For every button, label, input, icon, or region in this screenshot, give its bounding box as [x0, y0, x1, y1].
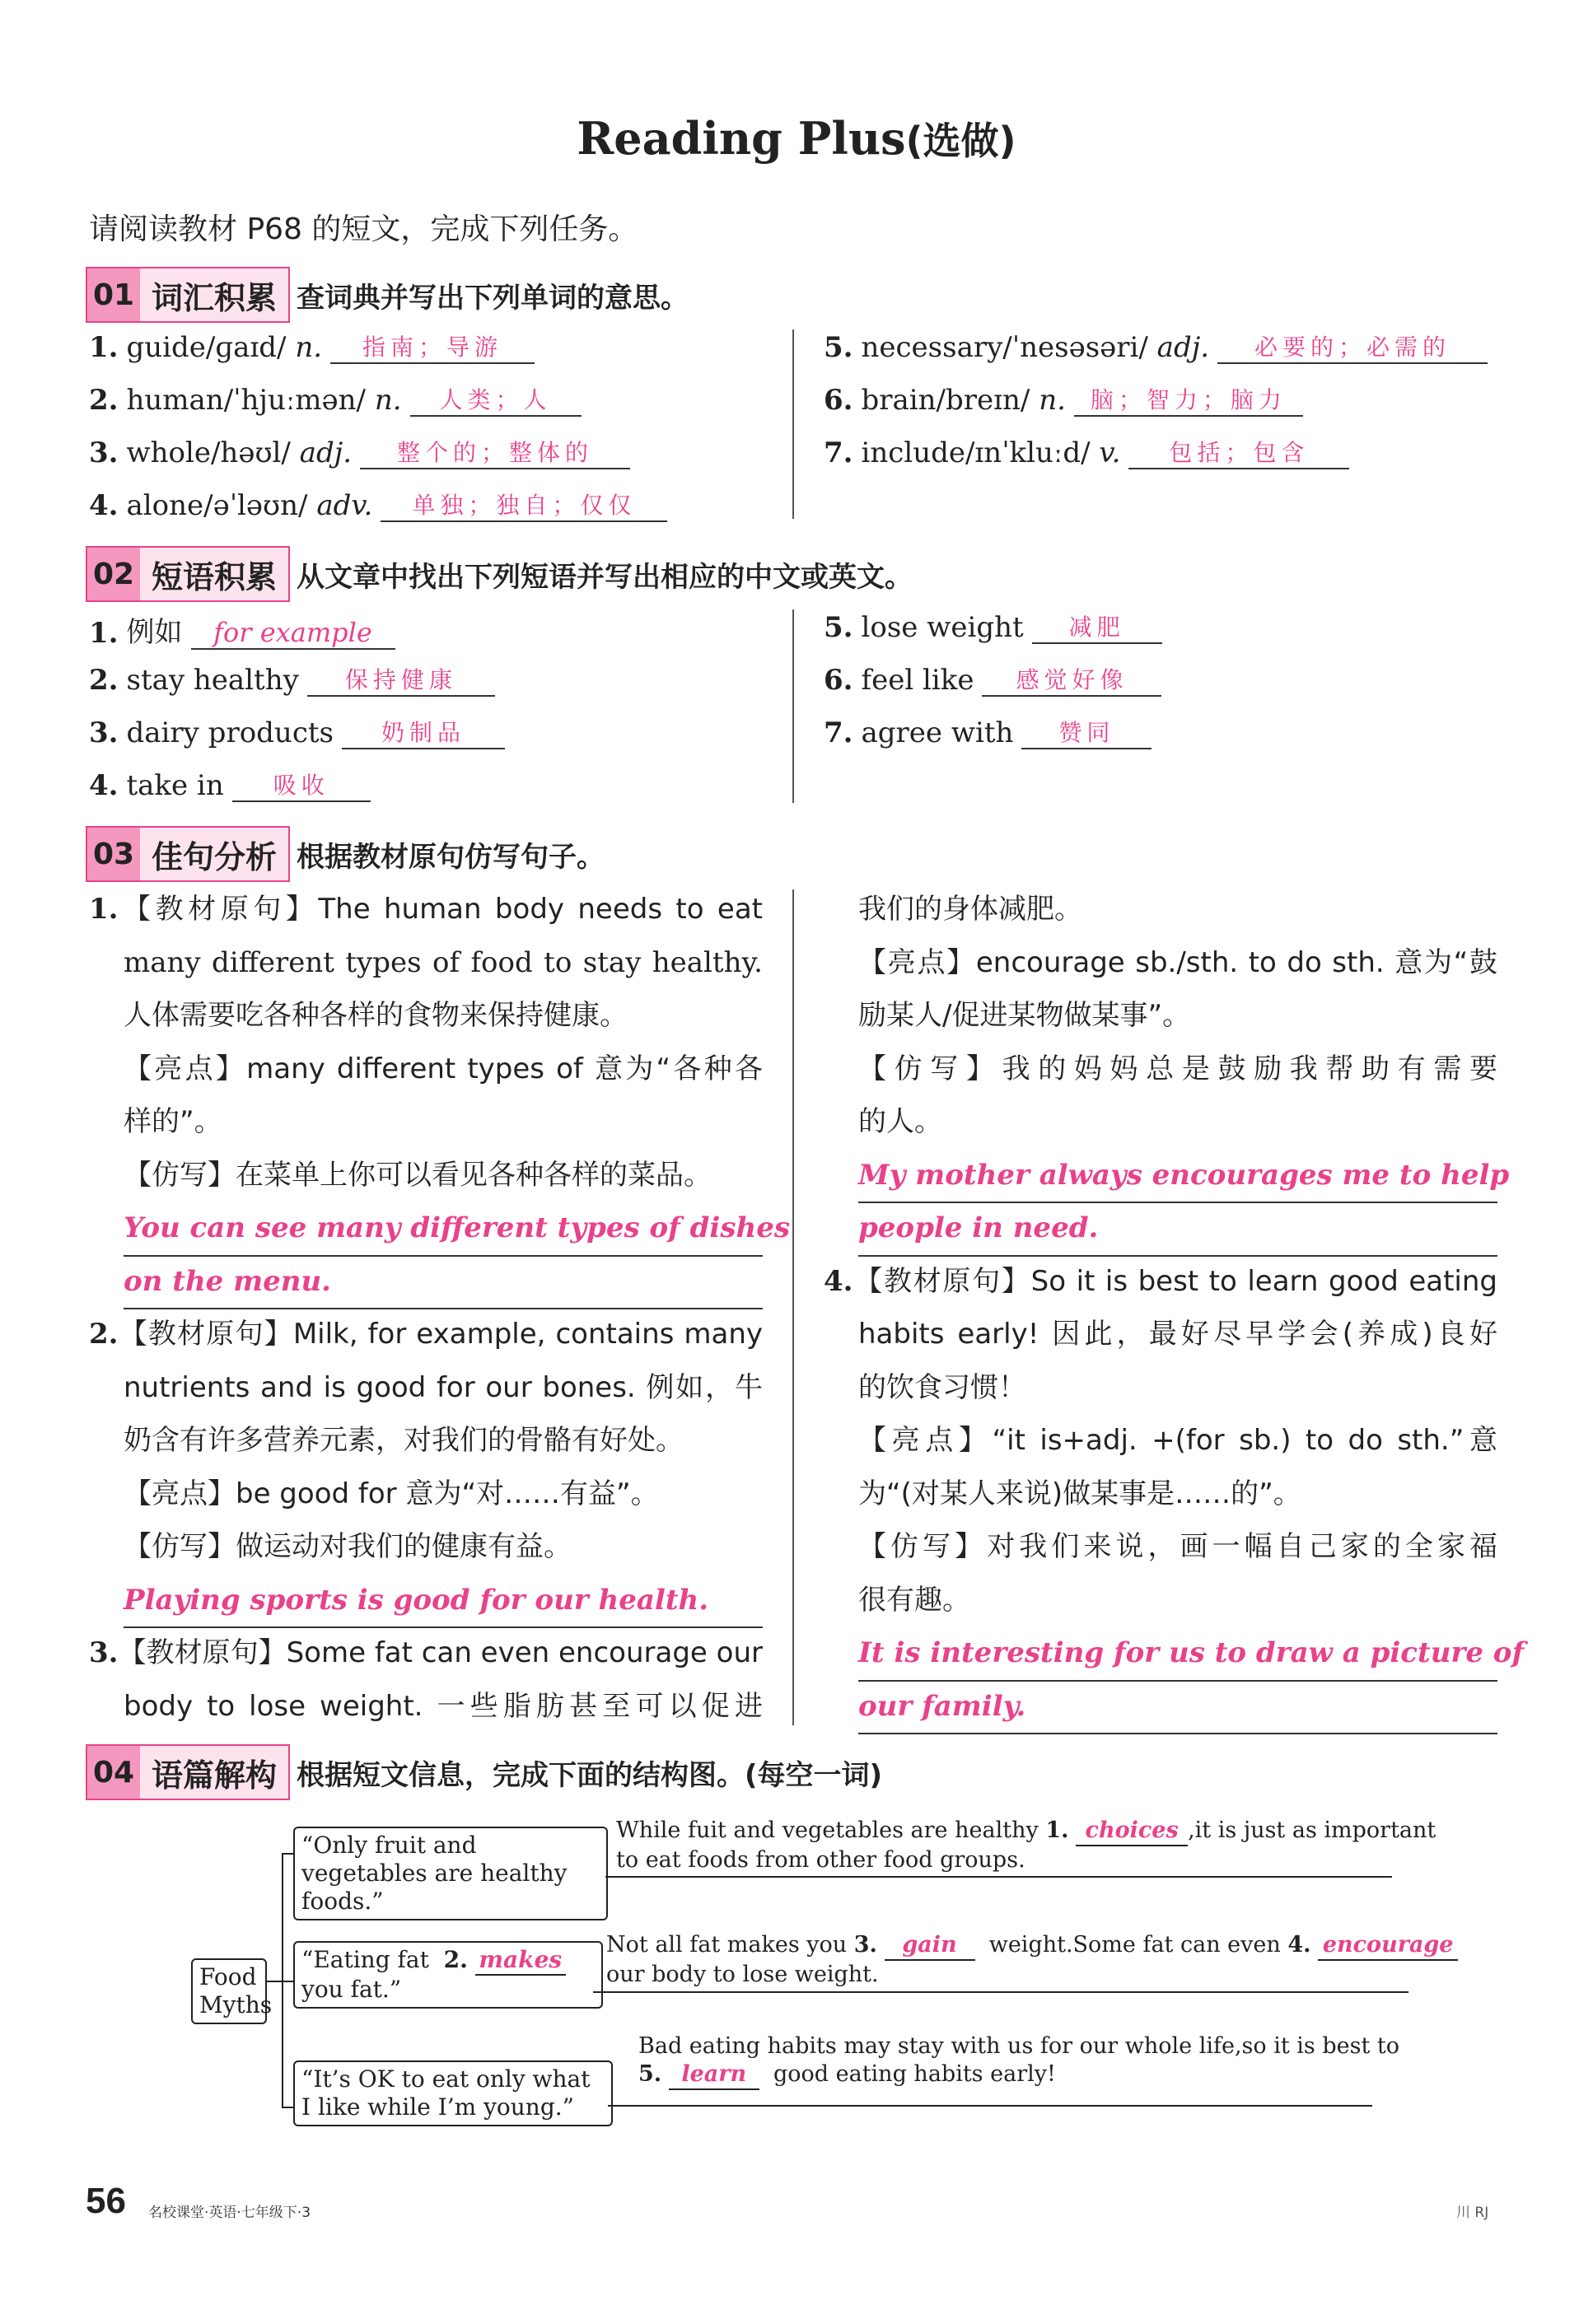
- section-num: 02: [87, 548, 140, 600]
- vocab-item: 4. alone/əˈləʊn/ adv. 单独；独自；仅仅: [89, 488, 667, 522]
- map-connector: [608, 2105, 1372, 2107]
- answer-blank[interactable]: for example: [191, 617, 395, 650]
- map-detail-2: Not all fat makes you 3. gain weight.Some fat can even 4. encourage our body to lose weight.: [606, 1931, 1458, 1989]
- sentence-analysis-left: 1.【教材原句】The human body needs to eat many different types of food to stay healthy. 人体需要吃各种各样的食物来保持健康。 【亮点】many different types of 意为“各种各 样的”。 【仿写】在菜单上你可以看见各种各样的菜品。 You can see many different types of dishes on the menu. 2.【教材原句】Milk, for example, contains many nutrients and is good for our bones. 例如，牛 奶含有许多营养元素，对我们的骨骼有好处。 【亮点】be good for 意为“对……有益”。 【仿写】做运动对我们的健康有益。 Playing sports is good for our health. 3.【教材原句】Some fat can even encourage our body to lose weight. 一些脂肪甚至可以促进: [89, 893, 790, 1723]
- title-sub: (选做): [905, 119, 1016, 163]
- answer-blank[interactable]: 整个的；整体的: [360, 435, 630, 469]
- answer-blank[interactable]: 指南；导游: [330, 329, 535, 364]
- answer-line[interactable]: our family.: [824, 1680, 1497, 1734]
- map-connector: [282, 2107, 293, 2108]
- section-desc: 查词典并写出下列单词的意思。: [297, 281, 689, 315]
- answer-blank[interactable]: 减肥: [1032, 609, 1162, 644]
- map-myth-box: “Only fruit and vegetables are healthy foods.”: [293, 1827, 608, 1920]
- phrase-item: 6. feel like 感觉好像: [824, 662, 1161, 697]
- footer-text: 名校课堂·英语·七年级下·3: [148, 2205, 311, 2221]
- title-main: Reading Plus: [577, 112, 906, 165]
- section-desc: 从文章中找出下列短语并写出相应的中文或英文。: [297, 560, 913, 594]
- answer-line[interactable]: It is interesting for us to draw a picture of: [824, 1626, 1497, 1680]
- column-divider: [792, 889, 794, 1725]
- vocab-item: 1. guide/ɡaɪd/ n. 指南；导游: [89, 329, 535, 364]
- section-name: 语篇解构: [140, 1746, 288, 1799]
- page-title: [0, 111, 1593, 166]
- answer-line[interactable]: on the menu.: [89, 1255, 763, 1309]
- intro-text: 请阅读教材 P68 的短文，完成下列任务。: [89, 212, 638, 246]
- vocab-item: 2. human/ˈhjuːmən/ n. 人类；人: [89, 382, 582, 417]
- section-num: 03: [87, 828, 140, 880]
- answer-blank[interactable]: 奶制品: [342, 715, 505, 749]
- section-desc: 根据教材原句仿写句子。: [297, 840, 605, 874]
- vocab-item: 6. brain/breɪn/ n. 脑；智力；脑力: [824, 382, 1303, 417]
- section-name: 佳句分析: [140, 828, 288, 880]
- answer-blank[interactable]: 感觉好像: [982, 662, 1161, 697]
- map-myth-box: “Eating fat 2. makes you fat.”: [293, 1941, 603, 2009]
- sentence-analysis-right: 我们的身体减肥。 【亮点】encourage sb./sth. to do sth. 意为“鼓 励某人/促进某物做某事”。 【仿写】我的妈妈总是鼓励我帮助有需要 的人。 My mother always encourages me to help people in need. 4.【教材原句】So it is best to learn good eating habits early! 因此，最好尽早学会(养成)良好 的饮食习惯！ 【亮点】“it is+adj. +(for sb.) to do sth.”意 为“(对某人来说)做某事是……的”。 【仿写】对我们来说，画一幅自己家的全家福 很有趣。 It is interesting for us to draw a picture of our family.: [824, 883, 1497, 1733]
- map-connector: [282, 1981, 293, 1982]
- answer-line[interactable]: Playing sports is good for our health.: [89, 1574, 763, 1627]
- phrase-item: 3. dairy products 奶制品: [89, 715, 505, 749]
- answer-blank[interactable]: encourage: [1318, 1931, 1458, 1961]
- section-header-04: [86, 1746, 882, 1799]
- section-name: 词汇积累: [140, 268, 288, 321]
- answer-blank[interactable]: 单独；独自；仅仅: [381, 488, 667, 522]
- map-connector: [605, 1876, 1392, 1878]
- map-connector: [282, 1853, 293, 1855]
- phrase-item: 1. 例如 for example: [89, 609, 395, 650]
- map-detail-3: Bad eating habits may stay with us for our whole life,so it is best to 5. learn good eating habits early!: [638, 2032, 1399, 2090]
- answer-blank[interactable]: 必要的；必需的: [1217, 329, 1488, 364]
- section-desc: 根据短文信息，完成下面的结构图。(每空一词): [297, 1758, 883, 1792]
- answer-blank[interactable]: 包括；包含: [1128, 435, 1349, 469]
- answer-blank[interactable]: 吸收: [232, 768, 371, 802]
- answer-blank[interactable]: choices: [1076, 1817, 1188, 1846]
- phrase-item: 4. take in 吸收: [89, 768, 371, 802]
- page-number: 56: [86, 2181, 126, 2221]
- vocab-item: 3. whole/həʊl/ adj. 整个的；整体的: [89, 435, 630, 469]
- vocab-item: 5. necessary/ˈnesəsəri/ adj. 必要的；必需的: [824, 329, 1488, 364]
- answer-blank[interactable]: 脑；智力；脑力: [1074, 382, 1303, 417]
- section-header-01: [86, 268, 689, 321]
- answer-blank[interactable]: learn: [669, 2060, 759, 2090]
- map-myth-box: “It’s OK to eat only what I like while I’m young.”: [293, 2060, 613, 2126]
- phrase-item: 7. agree with 赞同: [824, 715, 1152, 749]
- column-divider: [792, 329, 794, 519]
- answer-blank[interactable]: 保持健康: [307, 662, 495, 697]
- answer-line[interactable]: people in need.: [824, 1202, 1497, 1255]
- answer-blank[interactable]: gain: [885, 1931, 975, 1961]
- map-connector: [593, 1991, 1408, 1993]
- column-divider: [792, 609, 794, 803]
- vocab-item: 7. include/ɪnˈkluːd/ v. 包括；包含: [824, 435, 1349, 469]
- section-header-03: [86, 828, 605, 880]
- section-num: 04: [87, 1746, 140, 1799]
- section-num: 01: [87, 268, 140, 321]
- map-root-box: Food Myths: [191, 1958, 267, 2024]
- section-header-02: [86, 548, 913, 600]
- answer-blank[interactable]: 人类；人: [410, 382, 582, 417]
- answer-line[interactable]: My mother always encourages me to help: [824, 1149, 1497, 1202]
- section-name: 短语积累: [140, 548, 288, 600]
- answer-blank[interactable]: makes: [475, 1946, 566, 1976]
- phrase-item: 2. stay healthy 保持健康: [89, 662, 495, 697]
- answer-line[interactable]: You can see many different types of dishes: [89, 1202, 763, 1255]
- footer-edition: 川 RJ: [1456, 2205, 1489, 2221]
- answer-blank[interactable]: 赞同: [1021, 715, 1152, 749]
- phrase-item: 5. lose weight 减肥: [824, 609, 1162, 644]
- map-connector: [267, 1981, 282, 1982]
- map-detail-1: While fuit and vegetables are healthy 1. choices ,it is just as important to eat foods from other food groups.: [616, 1818, 1437, 1873]
